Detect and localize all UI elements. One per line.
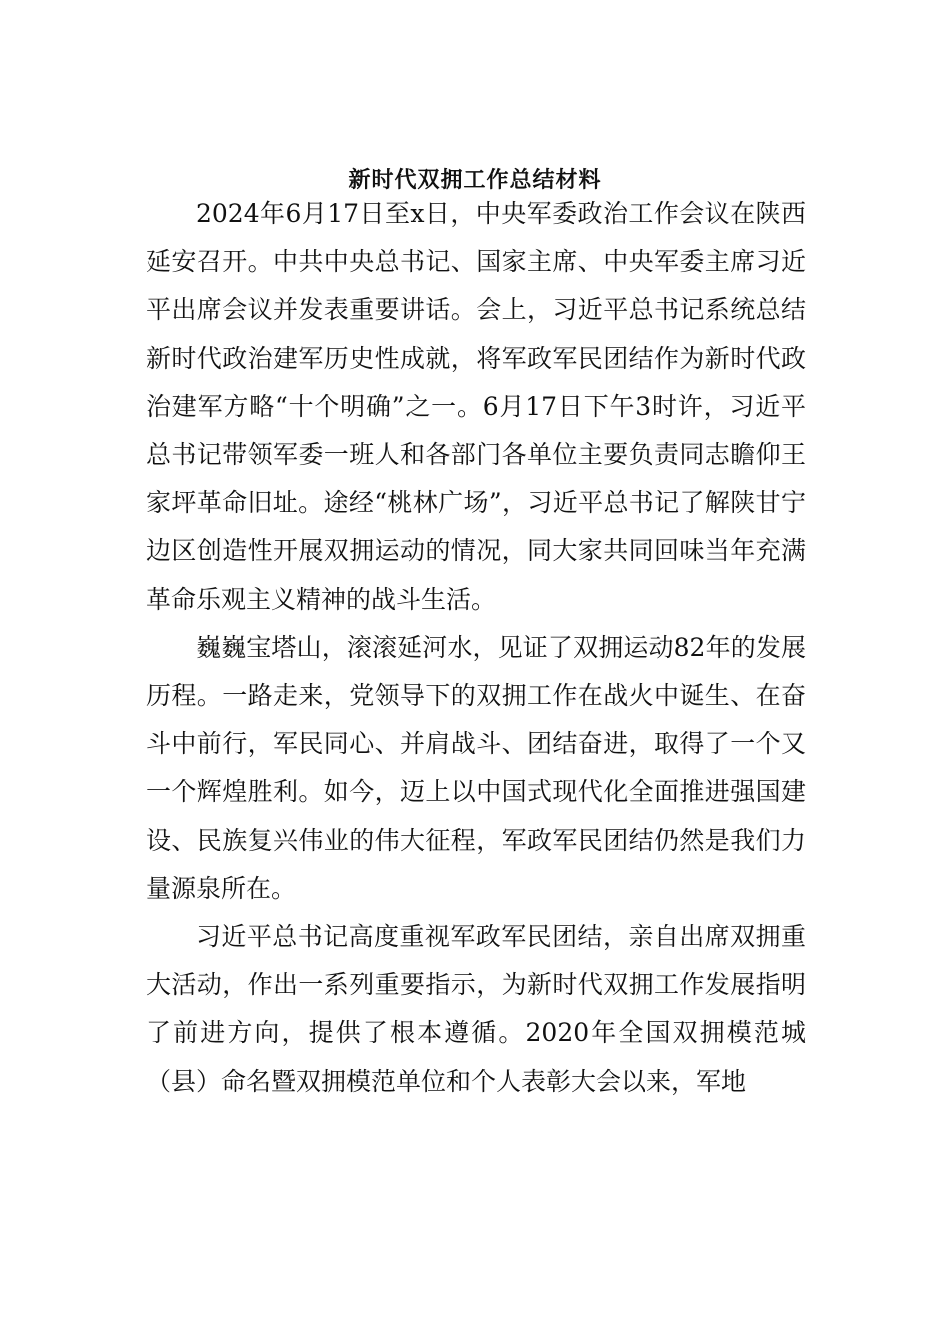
document-body <box>146 190 806 1106</box>
document-title: 新时代双拥工作总结材料 <box>348 167 602 193</box>
paragraph-1: 2024年6月17日至x日，中央军委政治工作会议在陕西延安召开。中共中央总书记、国家主席、中央军委主席习近平出席会议并发表重要讲话。会上，习近平总书记系统总结新时代政治建军历史性成就，将军政军民团结作为新时代政治建军方略“十个明确”之一。6月17日下午3时许，习近平总书记带领军委一班人和各部门各单位主要负责同志瞻仰王家坪革命旧址。途经“桃林广场”，习近平总书记了解陕甘宁边区创造性开展双拥运动的情况，同大家共同回味当年充满革命乐观主义精神的战斗生活。 <box>146 199 806 614</box>
paragraph-2: 巍巍宝塔山，滚滚延河水，见证了双拥运动82年的发展历程。一路走来，党领导下的双拥工作在战火中诞生、在奋斗中前行，军民同心、并肩战斗、团结奋进，取得了一个又一个辉煌胜利。如今，迈上以中国式现代化全面推进强国建设、民族复兴伟业的伟大征程，军政军民团结仍然是我们力量源泉所在。 <box>146 632 806 903</box>
paragraph-3: 习近平总书记高度重视军政军民团结，亲自出席双拥重大活动，作出一系列重要指示，为新时代双拥工作发展指明了前进方向，提供了根本遵循。2020年全国双拥模范城（县）命名暨双拥模范单位和个人表彰大会以来，军地 <box>146 922 806 1096</box>
